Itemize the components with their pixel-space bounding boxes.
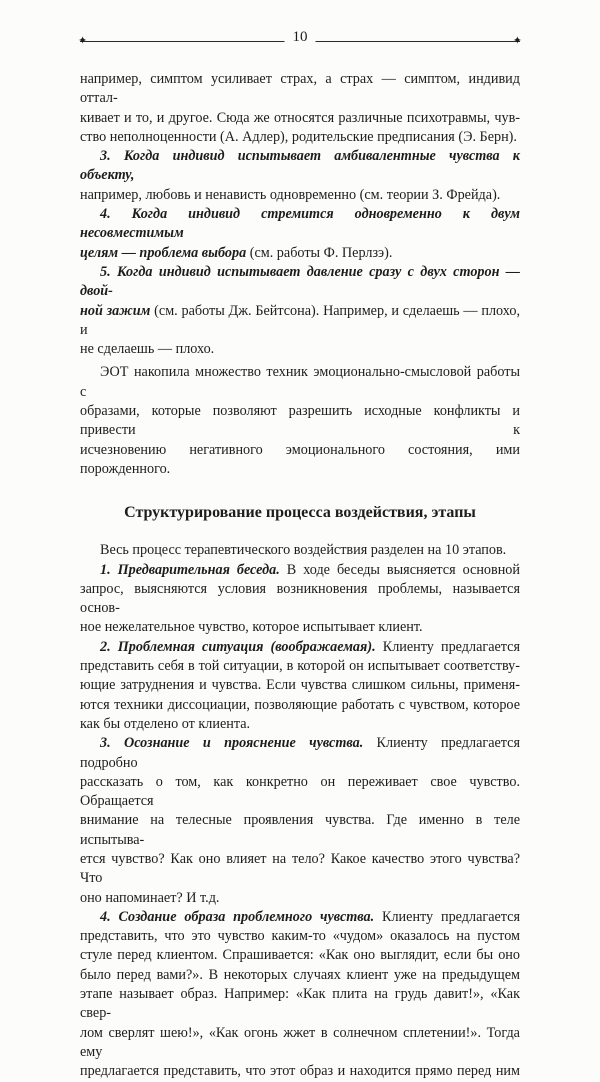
item-4-line [80,244,520,263]
item-4-text: (см. работы Ф. Перлзэ). [246,244,393,261]
stage-2-line: ются техники диссоциации, позволяющие работать с чувством, которое [80,696,520,713]
stage-1-line [80,561,520,580]
stage-3-line [80,734,520,773]
item-3-heading: 3. Когда индивид испытывает амбивалентные чувства к объекту, [80,148,520,184]
stage-3-line: рассказать о том, как конкретно он переживает свое чувство. Обращается [80,773,520,810]
process-intro: Весь процесс терапевтического воздействия разделен на 10 этапов. [100,542,507,559]
intro-line: кивает и то, и другое. Сюда же относятся различные психотравмы, чув- [80,109,520,126]
stage-4-line: предлагается представить, что этот образ и находится прямо перед ним [80,1063,520,1080]
stage-3-line: оно напоминает? И т.д. [80,889,220,906]
page-number: 10 [285,28,316,46]
stage-4-line: было перед вами?». В некоторых случаях клиент уже на предыдущем [80,966,520,983]
stage-2-line: ющие затруднения и чувства. Если чувства слишком сильны, применя- [80,677,520,694]
section-title: Структурирование процесса воздействия, этапы [124,504,476,522]
stage-4-line [80,908,520,927]
eot-line: исчезновению негативного эмоционального состояния, ими порожденного. [80,441,520,477]
stage-4-text: Клиенту предлагается [374,908,520,925]
intro-line: например, симптом усиливает страх, а страх — симптом, индивид оттал- [80,71,520,107]
stage-4-line: представить, что это чувство каким-то «чудом» оказалось на пустом [80,928,520,945]
item-3-line [80,147,520,186]
stage-4-line: лом сверлят шею!», «Как огонь жжет в солнечном сплетении!». Тогда ему [80,1024,520,1060]
eot-line: ЭОТ накопила множество техник эмоционально-смысловой работы с [80,364,520,400]
stage-2-line: как бы отделено от клиента. [80,715,251,732]
stage-3-line: ется чувство? Как оно влияет на тело? Какое качество этого чувства? Что [80,850,520,887]
item-5-line [80,302,520,341]
stage-2-line [80,638,520,657]
item-5-heading: 5. Когда индивид испытывает давление сразу с двух сторон — двой- [80,263,520,300]
intro-line: ство неполноценности (А. Адлер), родительские предписания (Э. Берн). [80,128,517,145]
stage-1-line: запрос, выясняются условия возникновения проблемы, называется основ- [80,580,520,617]
item-5-heading-cont: ной зажим [80,302,151,319]
stage-3-text: Клиенту предлагается подробно [80,735,520,771]
item-4-line [80,205,520,244]
stage-4-line: этапе называет образ. Например: «Как плита на грудь давит!», «Как свер- [80,986,520,1022]
item-5-line [80,263,520,302]
item-4-heading: 4. Когда индивид стремится одновременно к двум несовместимым [80,206,520,242]
stage-3-line: внимание на телесные проявления чувства. Где именно в теле испытыва- [80,812,520,848]
item-5-line: не сделаешь — плохо. [80,341,215,358]
stage-1-title: 1. Предварительная беседа. [100,561,280,578]
stage-4-line: стуле перед клиентом. Спрашивается: «Как оно выглядит, если бы оно [80,947,520,964]
stage-1-line: ное нежелательное чувство, которое испытывает клиент. [80,619,423,636]
stage-2-title: 2. Проблемная ситуация (воображаемая). [100,638,376,655]
ornament-right-icon: ✦ [512,35,522,47]
item-4-heading-cont: целям — проблема выбора [80,244,247,261]
eot-line: образами, которые позволяют разрешить исходные конфликты и привести к [80,403,520,439]
page-content [80,70,520,1082]
stage-3-title: 3. Осознание и прояснение чувства. [100,735,364,752]
stage-4-title: 4. Создание образа проблемного чувства. [100,908,375,925]
page-header [80,26,520,50]
ornament-left-icon: ✦ [78,35,88,47]
stage-1-text: В ходе беседы выясняется основной [279,561,520,578]
item-3-line: например, любовь и ненависть одновременно (см. теории З. Фрейда). [80,186,501,203]
stage-2-text: Клиенту предлагается [375,638,521,655]
stage-2-line: представить себя в той ситуации, в которой он испытывает соответству- [80,658,520,675]
item-5-text: (см. работы Дж. Бейтсона). Например, и сделаешь — плохо, и [80,302,520,338]
